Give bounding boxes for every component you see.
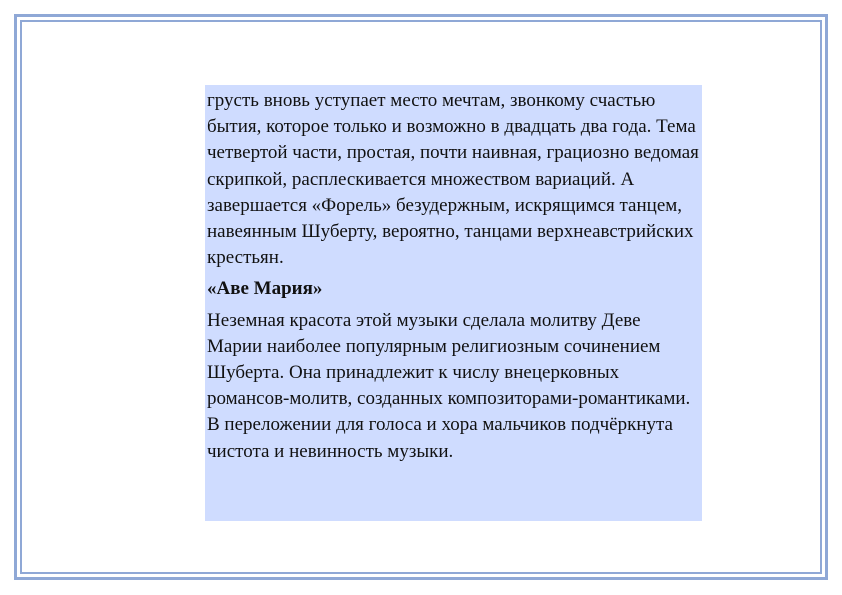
heading-ave-maria: «Аве Мария» bbox=[207, 278, 323, 300]
text-box bbox=[205, 85, 702, 521]
paragraph-ave-maria: Неземная красота этой музыки сделала молитву Деве Марии наиболее популярным религиозным сочинением Шуберта. Она принадлежит к числу внецерковных романсов-молитв, созданных композиторами-романтиками. В переложении для голоса и хора мальчиков подчёркнута чистота и невинность музыки. bbox=[207, 309, 691, 462]
paragraph-trout: грусть вновь уступает место мечтам, звонкому счастью бытия, которое только и возможно в двадцать два года. Тема четвертой части, простая, почти наивная, грациозно ведомая скрипкой, расплескивается множеством вариаций. А завершается «Форель» безудержным, искрящимся танцем, навеянным Шуберту, вероятно, танцами верхнеавстрийских крестьян. bbox=[207, 90, 699, 269]
